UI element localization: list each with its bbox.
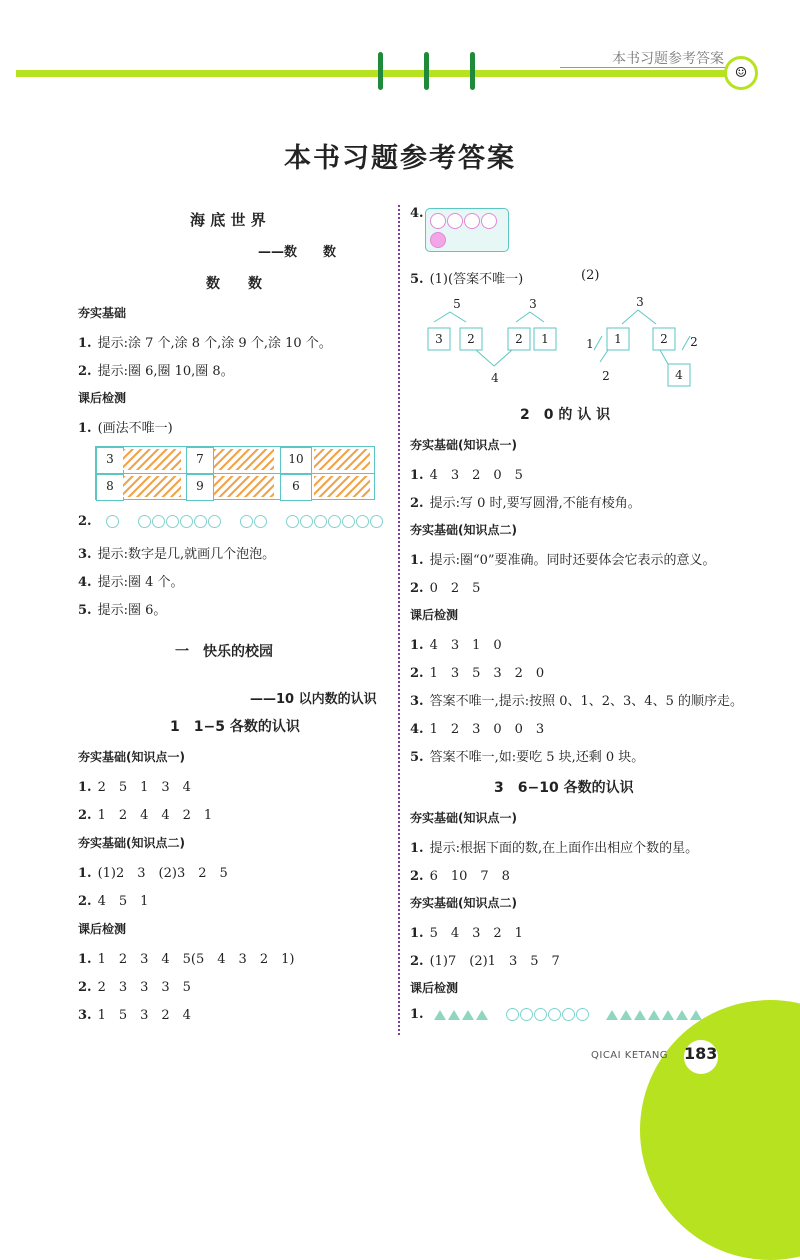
coloring-grid [95, 446, 375, 500]
answer-item: 1. (1)2 3 (2)3 2 5 [78, 866, 228, 881]
tree-node: 2 [660, 332, 668, 346]
answer-item: 1. (画法不唯一) [78, 421, 173, 436]
hatched-shapes [214, 476, 274, 497]
grid-row [96, 447, 374, 473]
page-title: 本书习题参考答案 [284, 143, 516, 174]
section-head: 夯实基础 [78, 306, 127, 320]
grid-number: 7 [186, 447, 214, 474]
answer-item: 1. 4 3 1 0 [410, 638, 502, 653]
page-number: 183 [684, 1044, 718, 1063]
pink-circle [481, 213, 497, 229]
lesson-title: 2 0 的 认 识 [520, 407, 611, 423]
answer-item: 3. 提示:数字是几,就画几个泡泡。 [78, 547, 276, 562]
section-head: 课后检测 [410, 981, 459, 995]
pink-circle [447, 213, 463, 229]
hatched-shapes [214, 449, 274, 470]
tree-node: 1 [614, 332, 622, 346]
section-head: 课后检测 [78, 922, 127, 936]
answer-item: 1. 提示:涂 7 个,涂 8 个,涂 9 个,涂 10 个。 [78, 336, 332, 351]
header-line [560, 67, 730, 68]
binder-ring-1 [378, 52, 383, 90]
section-head: 课后检测 [410, 608, 459, 622]
corner-decoration [640, 1000, 800, 1260]
tree-node: 4 [675, 368, 683, 382]
answer-item: 3. 答案不唯一,提示:按照 0、1、2、3、4、5 的顺序走。 [410, 694, 743, 709]
hatched-shapes [314, 476, 370, 497]
unit0-subtitle: ——数 数 [258, 245, 337, 260]
answer-item: 1. 提示:圈“0”要准确。同时还要体会它表示的意义。 [410, 553, 716, 568]
section-head: 夯实基础(知识点一) [410, 811, 517, 825]
running-title: 本书习题参考答案 [612, 51, 724, 67]
tree-node: 3 [435, 332, 443, 346]
tree-node: 1 [586, 337, 594, 351]
hatched-shapes [123, 476, 181, 497]
answer-item: 2. 6 10 7 8 [410, 869, 510, 884]
column-divider [398, 205, 400, 1035]
answer-item: 2. 4 5 1 [78, 894, 149, 909]
section-head: 夯实基础(知识点一) [78, 750, 185, 764]
lesson-title: 1 1−5 各数的认识 [170, 719, 300, 735]
unit0-lesson: 数 数 [206, 276, 262, 292]
tree-node: 1 [541, 332, 549, 346]
pink-circle [430, 232, 446, 248]
tree-node: 2 [467, 332, 475, 346]
tree-node: 2 [690, 335, 698, 349]
answer-item: 2. 0 2 5 [410, 581, 481, 596]
tree-node: 3 [529, 297, 537, 311]
answer-item: 3. 1 5 3 2 4 [78, 1008, 191, 1023]
pink-circle [430, 213, 446, 229]
circle-frame [425, 208, 509, 252]
tree-node: 2 [602, 369, 610, 383]
answer-item: 4. [410, 206, 424, 221]
unit0-title: 海 底 世 界 [190, 211, 266, 229]
triangle-group [434, 1007, 490, 1022]
circle-group [106, 514, 120, 529]
answer-item: 1. 5 4 3 2 1 [410, 926, 523, 941]
section-head: 夯实基础(知识点二) [410, 523, 517, 537]
binder-ring-3 [470, 52, 475, 90]
answer-item: 2. 提示:写 0 时,要写圆滑,不能有棱角。 [410, 496, 641, 511]
grid-number: 10 [280, 447, 312, 474]
answer-item: 2. [78, 514, 384, 529]
number-trees [420, 292, 720, 392]
answer-item: 2. 提示:圈 6,圈 10,圈 8。 [78, 364, 234, 379]
answer-item: 1. 1 2 3 4 5(5 4 3 2 1) [78, 952, 295, 967]
section-head: 课后检测 [78, 391, 127, 405]
pink-circle [464, 213, 480, 229]
answer-item: 1. 4 3 2 0 5 [410, 468, 523, 483]
circle-group [240, 514, 268, 529]
tree-node: 4 [491, 371, 499, 385]
grid-row [96, 473, 374, 500]
circle-group [286, 514, 384, 529]
section-head: 夯实基础(知识点一) [410, 438, 517, 452]
grid-number: 9 [186, 474, 214, 501]
answer-item: 4. 提示:圈 4 个。 [78, 575, 184, 590]
unit1-title: 一 快乐的校园 [175, 644, 273, 660]
answer-item-part2: (2) [581, 268, 600, 283]
answer-item: 2. 1 2 4 4 2 1 [78, 808, 213, 823]
answer-item: 4. 1 2 3 0 0 3 [410, 722, 545, 737]
triangle-group [606, 1007, 704, 1022]
answer-item: 1. 提示:根据下面的数,在上面作出相应个数的星。 [410, 841, 699, 856]
hatched-shapes [314, 449, 370, 470]
answer-item: 1. 2 5 1 3 4 [78, 780, 191, 795]
header-bar [16, 70, 736, 77]
answer-item: 2. 2 3 3 3 5 [78, 980, 191, 995]
grid-number: 3 [96, 447, 124, 474]
section-head: 夯实基础(知识点二) [78, 836, 185, 850]
binder-ring-2 [424, 52, 429, 90]
grid-number: 6 [280, 474, 312, 501]
hatched-shapes [123, 449, 181, 470]
grid-number: 8 [96, 474, 124, 501]
section-head: 夯实基础(知识点二) [410, 896, 517, 910]
answer-item: 5. 提示:圈 6。 [78, 603, 167, 618]
answer-item: 5. 答案不唯一,如:要吃 5 块,还剩 0 块。 [410, 750, 645, 765]
mascot-icon: ☺ [724, 56, 758, 90]
tree-node: 5 [453, 297, 461, 311]
answer-item: 2. 1 3 5 3 2 0 [410, 666, 545, 681]
circle-group [138, 514, 222, 529]
circle-group [506, 1007, 590, 1022]
unit1-subtitle: ——10 以内数的认识 [250, 692, 377, 707]
answer-item: 2. (1)7 (2)1 3 5 7 [410, 954, 560, 969]
brand-label: QICAI KETANG [591, 1050, 669, 1061]
tree-node: 3 [636, 295, 644, 309]
tree-node: 2 [515, 332, 523, 346]
answer-item: 1. [410, 1007, 704, 1022]
lesson-title: 3 6−10 各数的认识 [494, 780, 634, 796]
answer-item: 5. (1)(答案不唯一) [410, 272, 524, 287]
